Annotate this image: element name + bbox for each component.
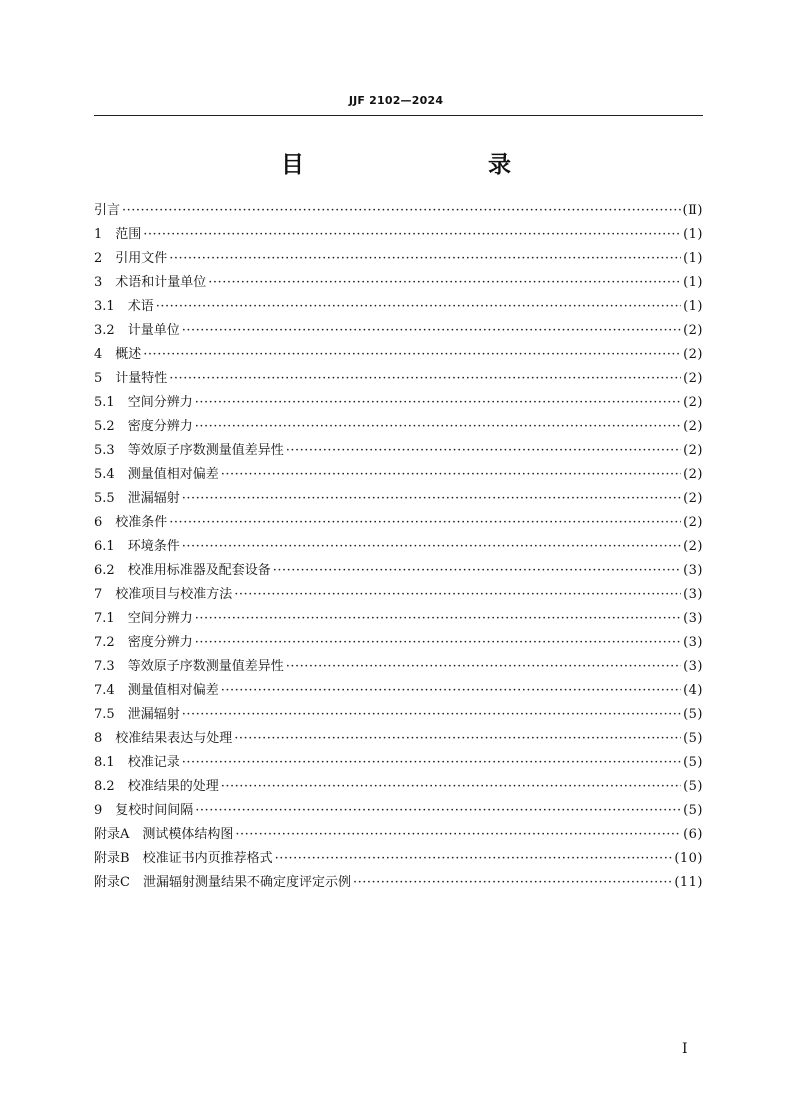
toc-entry[interactable]: [94, 415, 703, 439]
header-rule: [94, 115, 703, 116]
toc-entry-number: 附录A: [94, 827, 143, 842]
toc-entry[interactable]: [94, 247, 703, 271]
toc-leader-dots: [143, 223, 681, 247]
toc-leader-dots: [235, 823, 681, 847]
toc-entry-page: (2): [683, 395, 703, 410]
toc-entry[interactable]: [94, 391, 703, 415]
toc-entry-page: (1): [683, 227, 703, 242]
toc-entry-title: 测量值相对偏差: [127, 467, 219, 482]
toc-leader-dots: [156, 295, 681, 319]
toc-entry-title: 校准证书内页推荐格式: [142, 851, 273, 866]
toc-entry[interactable]: [94, 751, 703, 775]
toc-entry[interactable]: [94, 799, 703, 823]
toc-leader-dots: [221, 775, 681, 799]
toc-entry-page: (3): [683, 635, 703, 650]
toc-leader-dots: [182, 535, 681, 559]
toc-entry-title: 计量特性: [115, 371, 168, 386]
toc-entry-page: (2): [683, 467, 703, 482]
toc-leader-dots: [275, 847, 673, 871]
toc-entry[interactable]: [94, 775, 703, 799]
toc-entry-page: (3): [683, 587, 703, 602]
toc-leader-dots: [195, 415, 681, 439]
toc-entry-title: 泄漏辐射测量结果不确定度评定示例: [142, 875, 351, 890]
toc-entry-number: 9: [94, 803, 116, 818]
toc-entry-page: (2): [683, 515, 703, 530]
toc-entry-title: 测试模体结构图: [142, 827, 234, 842]
toc-entry-title: 空间分辨力: [127, 611, 193, 626]
toc-entry-number: 2: [94, 251, 116, 266]
toc-entry-title: 校准结果的处理: [127, 779, 219, 794]
toc-entry-page: (2): [683, 323, 703, 338]
toc-entry-title: 范围: [115, 227, 142, 242]
toc-entry-page: (2): [683, 419, 703, 434]
page-title: 目 录: [281, 152, 557, 178]
toc-entry-number: 6.1: [94, 539, 128, 554]
toc-leader-dots: [234, 583, 681, 607]
toc-entry[interactable]: [94, 847, 703, 871]
toc-entry-page: (1): [683, 299, 703, 314]
toc-entry[interactable]: [94, 631, 703, 655]
toc-entry-title: 泄漏辐射: [127, 707, 180, 722]
toc-entry-title: 引用文件: [115, 251, 168, 266]
toc-leader-dots: [353, 871, 672, 895]
table-of-contents: [94, 199, 703, 895]
toc-entry-number: 8.2: [94, 779, 128, 794]
toc-entry-title: 术语: [127, 299, 154, 314]
toc-entry-title: 空间分辨力: [127, 395, 193, 410]
toc-entry-number: 6: [94, 515, 116, 530]
toc-entry-number: 4: [94, 347, 116, 362]
toc-entry-title: 术语和计量单位: [115, 275, 207, 290]
toc-entry[interactable]: [94, 487, 703, 511]
toc-entry-title: 校准用标准器及配套设备: [127, 563, 271, 578]
toc-leader-dots: [169, 367, 681, 391]
toc-entry-page: (2): [683, 443, 703, 458]
toc-entry-title: 测量值相对偏差: [127, 683, 219, 698]
toc-entry-title: 泄漏辐射: [127, 491, 180, 506]
toc-entry-number: 附录B: [94, 851, 143, 866]
toc-entry-page: (2): [683, 539, 703, 554]
toc-entry-page: (4): [683, 683, 703, 698]
toc-entry[interactable]: [94, 271, 703, 295]
standard-code: JJF 2102—2024: [348, 94, 444, 107]
toc-leader-dots: [221, 463, 681, 487]
toc-leader-dots: [195, 391, 681, 415]
toc-entry-page: (6): [683, 827, 703, 842]
toc-leader-dots: [122, 199, 681, 223]
toc-entry-number: 附录C: [94, 875, 143, 890]
toc-entry-page: (2): [683, 491, 703, 506]
toc-leader-dots: [286, 439, 681, 463]
toc-leader-dots: [195, 607, 681, 631]
toc-entry-number: 5: [94, 371, 116, 386]
toc-entry[interactable]: [94, 535, 703, 559]
toc-entry[interactable]: [94, 367, 703, 391]
toc-entry-number: 8.1: [94, 755, 128, 770]
toc-entry[interactable]: [94, 463, 703, 487]
toc-entry-title: 概述: [115, 347, 142, 362]
toc-entry-page: (5): [683, 803, 703, 818]
toc-leader-dots: [182, 703, 681, 727]
toc-entry[interactable]: [94, 583, 703, 607]
toc-entry-number: 7.4: [94, 683, 128, 698]
toc-entry[interactable]: [94, 343, 703, 367]
toc-entry[interactable]: [94, 655, 703, 679]
toc-entry-page: (1): [683, 251, 703, 266]
toc-entry-number: 6.2: [94, 563, 128, 578]
toc-entry-page: (3): [683, 611, 703, 626]
toc-leader-dots: [169, 247, 681, 271]
toc-entry-number: 7.3: [94, 659, 128, 674]
toc-leader-dots: [182, 487, 681, 511]
toc-leader-dots: [195, 631, 681, 655]
toc-entry-page: (2): [683, 371, 703, 386]
toc-entry-page: (5): [683, 779, 703, 794]
toc-entry[interactable]: [94, 199, 703, 223]
toc-entry[interactable]: [94, 559, 703, 583]
toc-leader-dots: [169, 511, 681, 535]
toc-entry-title: 等效原子序数测量值差异性: [127, 659, 284, 674]
toc-leader-dots: [221, 679, 681, 703]
toc-entry-page: (1): [683, 275, 703, 290]
toc-entry-number: 5.2: [94, 419, 128, 434]
toc-entry[interactable]: [94, 295, 703, 319]
toc-entry-title: 环境条件: [127, 539, 180, 554]
toc-leader-dots: [208, 271, 681, 295]
toc-leader-dots: [273, 559, 681, 583]
toc-entry[interactable]: [94, 439, 703, 463]
toc-entry-title: 密度分辨力: [127, 419, 193, 434]
toc-leader-dots: [286, 655, 681, 679]
toc-entry-number: 5.4: [94, 467, 128, 482]
toc-entry-number: 5.3: [94, 443, 128, 458]
toc-entry-page: (3): [683, 659, 703, 674]
toc-entry-title: 复校时间间隔: [115, 803, 194, 818]
toc-entry-number: 3: [94, 275, 116, 290]
toc-entry[interactable]: [94, 319, 703, 343]
toc-entry-number: 7.5: [94, 707, 128, 722]
toc-entry-page: (10): [674, 851, 703, 866]
toc-entry-number: 7.2: [94, 635, 128, 650]
toc-entry-number: 1: [94, 227, 116, 242]
toc-entry-page: (5): [683, 755, 703, 770]
toc-leader-dots: [143, 343, 681, 367]
page-number: I: [682, 1041, 688, 1057]
toc-entry[interactable]: [94, 607, 703, 631]
toc-entry-number: 5.1: [94, 395, 128, 410]
toc-entry[interactable]: [94, 679, 703, 703]
toc-leader-dots: [195, 799, 681, 823]
toc-entry-title: 校准项目与校准方法: [115, 587, 233, 602]
toc-entry-title: 校准记录: [127, 755, 180, 770]
toc-entry-page: (2): [683, 347, 703, 362]
toc-entry-title: 等效原子序数测量值差异性: [127, 443, 284, 458]
toc-entry[interactable]: [94, 703, 703, 727]
toc-entry-number: 3.2: [94, 323, 128, 338]
toc-entry-page: (5): [683, 731, 703, 746]
toc-entry-title: 校准结果表达与处理: [115, 731, 233, 746]
toc-entry-title: 密度分辨力: [127, 635, 193, 650]
toc-entry-page: (5): [683, 707, 703, 722]
toc-entry[interactable]: [94, 871, 703, 895]
toc-entry[interactable]: [94, 727, 703, 751]
toc-leader-dots: [182, 751, 681, 775]
toc-entry-page: (Ⅱ): [682, 203, 703, 218]
toc-entry[interactable]: [94, 823, 703, 847]
toc-entry-number: 3.1: [94, 299, 128, 314]
toc-leader-dots: [182, 319, 681, 343]
toc-entry-title: 引言: [94, 203, 121, 218]
toc-entry-number: 7: [94, 587, 116, 602]
toc-entry-title: 校准条件: [115, 515, 168, 530]
toc-entry-page: (3): [683, 563, 703, 578]
toc-entry-number: 8: [94, 731, 116, 746]
toc-entry-number: 5.5: [94, 491, 128, 506]
toc-leader-dots: [234, 727, 681, 751]
toc-entry-number: 7.1: [94, 611, 128, 626]
toc-entry[interactable]: [94, 223, 703, 247]
toc-entry-title: 计量单位: [127, 323, 180, 338]
toc-entry-page: (11): [674, 875, 703, 890]
toc-entry[interactable]: [94, 511, 703, 535]
